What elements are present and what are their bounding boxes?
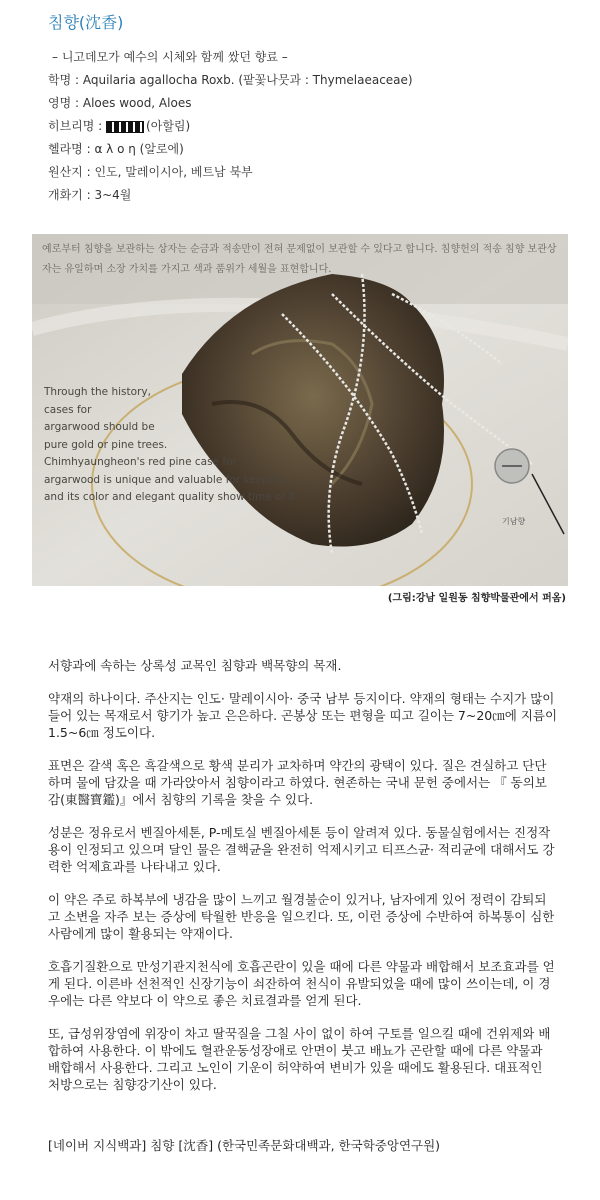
photo-english-line: cases for [44,403,92,416]
info-english-name: 영명 : Aloes wood, Aloes [48,96,192,110]
article-body [48,657,558,1109]
photo-korean-text: 예로부터 침향을 보관하는 상자는 순금과 적송만이 전혀 문제없이 보관할 수 있다고 합니다. 침향헌의 적송 침향 보관상자는 유일하며 소장 가치를 가지고 색과 품위가 세월을 표현합니다. [42,244,557,275]
paragraph: 이 약은 주로 하복부에 냉감을 많이 느끼고 월경불순이 있거나, 남자에게 있어 정력이 감퇴되고 소변을 자주 보는 증상에 탁월한 반응을 일으킨다. 또, 이런 증상에 수반하여 하복통이 심한 사람에게 많이 활용되는 약재이다. [48,892,555,941]
paragraph: 성분은 정유로서 벤질아세톤, P-메토실 벤질아세톤 등이 알려져 있다. 동물실험에서는 진정작용이 인정되고 있으며 달인 물은 결핵균을 완전히 억제시키고 티프스균· 적리균에 대해서도 강력한 억제효과를 나타내고 있다. [48,825,555,874]
source-citation: [네이버 지식백과] 침향 [沈香] (한국민족문화대백과, 한국학중앙연구원) [48,1138,441,1153]
paragraph: 서향과에 속하는 상록성 교목인 침향과 백목향의 목재. [48,658,342,673]
photo-tag: 기남향 [502,517,526,526]
info-subtitle: – 니고데모가 예수의 시체와 함께 쌌던 향료 – [52,50,288,64]
photo-english-line: argarwood is unique and valuable for keeping [44,473,285,486]
photo-english-line: Chimhyaungheon's red pine case for [44,456,237,468]
paragraph: 또, 급성위장염에 위장이 차고 딸꾹질을 그칠 사이 없이 하여 구토를 일으킬 때에 건위제와 배합하여 사용한다. 이 밖에도 혈관운동성장애로 안면이 붓고 배뇨가 곤란할 때에 다른 약물과 배합해서 사용한다. 그리고 노인이 기운이 허약하여 변비가 있을 때에도 활용된다. 대표적인 처방으로는 침향강기산이 있다. [48,1026,551,1092]
info-greek-name: 헬라명 : α λ ο η (알로에) [48,142,184,156]
info-origin: 원산지 : 인도, 말레이시아, 베트남 북부 [48,165,253,179]
photo-english-text [44,384,374,507]
hebrew-label: 히브리명 : [48,119,107,133]
agarwood-photo [32,234,568,586]
paragraph: 약재의 하나이다. 주산지는 인도· 말레이시아· 중국 남부 등지이다. 약재의 형태는 수지가 많이 들어 있는 목재로서 향기가 높고 은은하다. 곤봉상 또는 편형을 띠고 길이는 7~20㎝에 지름이 1.5~6㎝ 정도이다. [48,691,558,740]
unrendered-glyphs [106,121,144,133]
info-flowering: 개화기 : 3~4월 [48,188,132,202]
photo-english-line: pure gold or pine trees. [44,438,168,451]
page-title: 침향(沈香) [48,13,124,32]
photo-english-line: argarwood should be [44,421,155,433]
photo-english-line: Through the history, [44,386,151,398]
photo-english-line: and its color and elegant quality show time of it. [44,491,299,503]
info-scientific-name: 학명 : Aquilaria agallocha Roxb. (팥꽃나뭇과 : Thymelaeaceae) [48,73,413,87]
plant-info [48,46,413,207]
info-hebrew-name [48,115,413,138]
paragraph: 호흡기질환으로 만성기관지천식에 호흡곤란이 있을 때에 다른 약물과 배합해서 보조효과를 얻게 된다. 이른바 선천적인 신장기능이 쇠잔하여 천식이 유발되었을 때에 많이 쓰이는데, 이 경우에는 다른 약보다 이 약으로 좋은 치료결과를 얻게 된다. [48,959,555,1008]
photo-caption: (그림:강남 일원동 침향박물관에서 퍼옴) [387,593,566,604]
paragraph: 표면은 갈색 혹은 흑갈색으로 황색 분리가 교차하며 약간의 광택이 있다. 질은 견실하고 단단하며 물에 담갔을 때 가라앉아서 침향이라고 하였다. 현존하는 국내 문헌 중에서는 『 동의보감(東醫寶鑑)』에서 침향의 기록을 찾을 수 있다. [48,758,547,807]
hebrew-reading: (아할림) [146,119,191,133]
